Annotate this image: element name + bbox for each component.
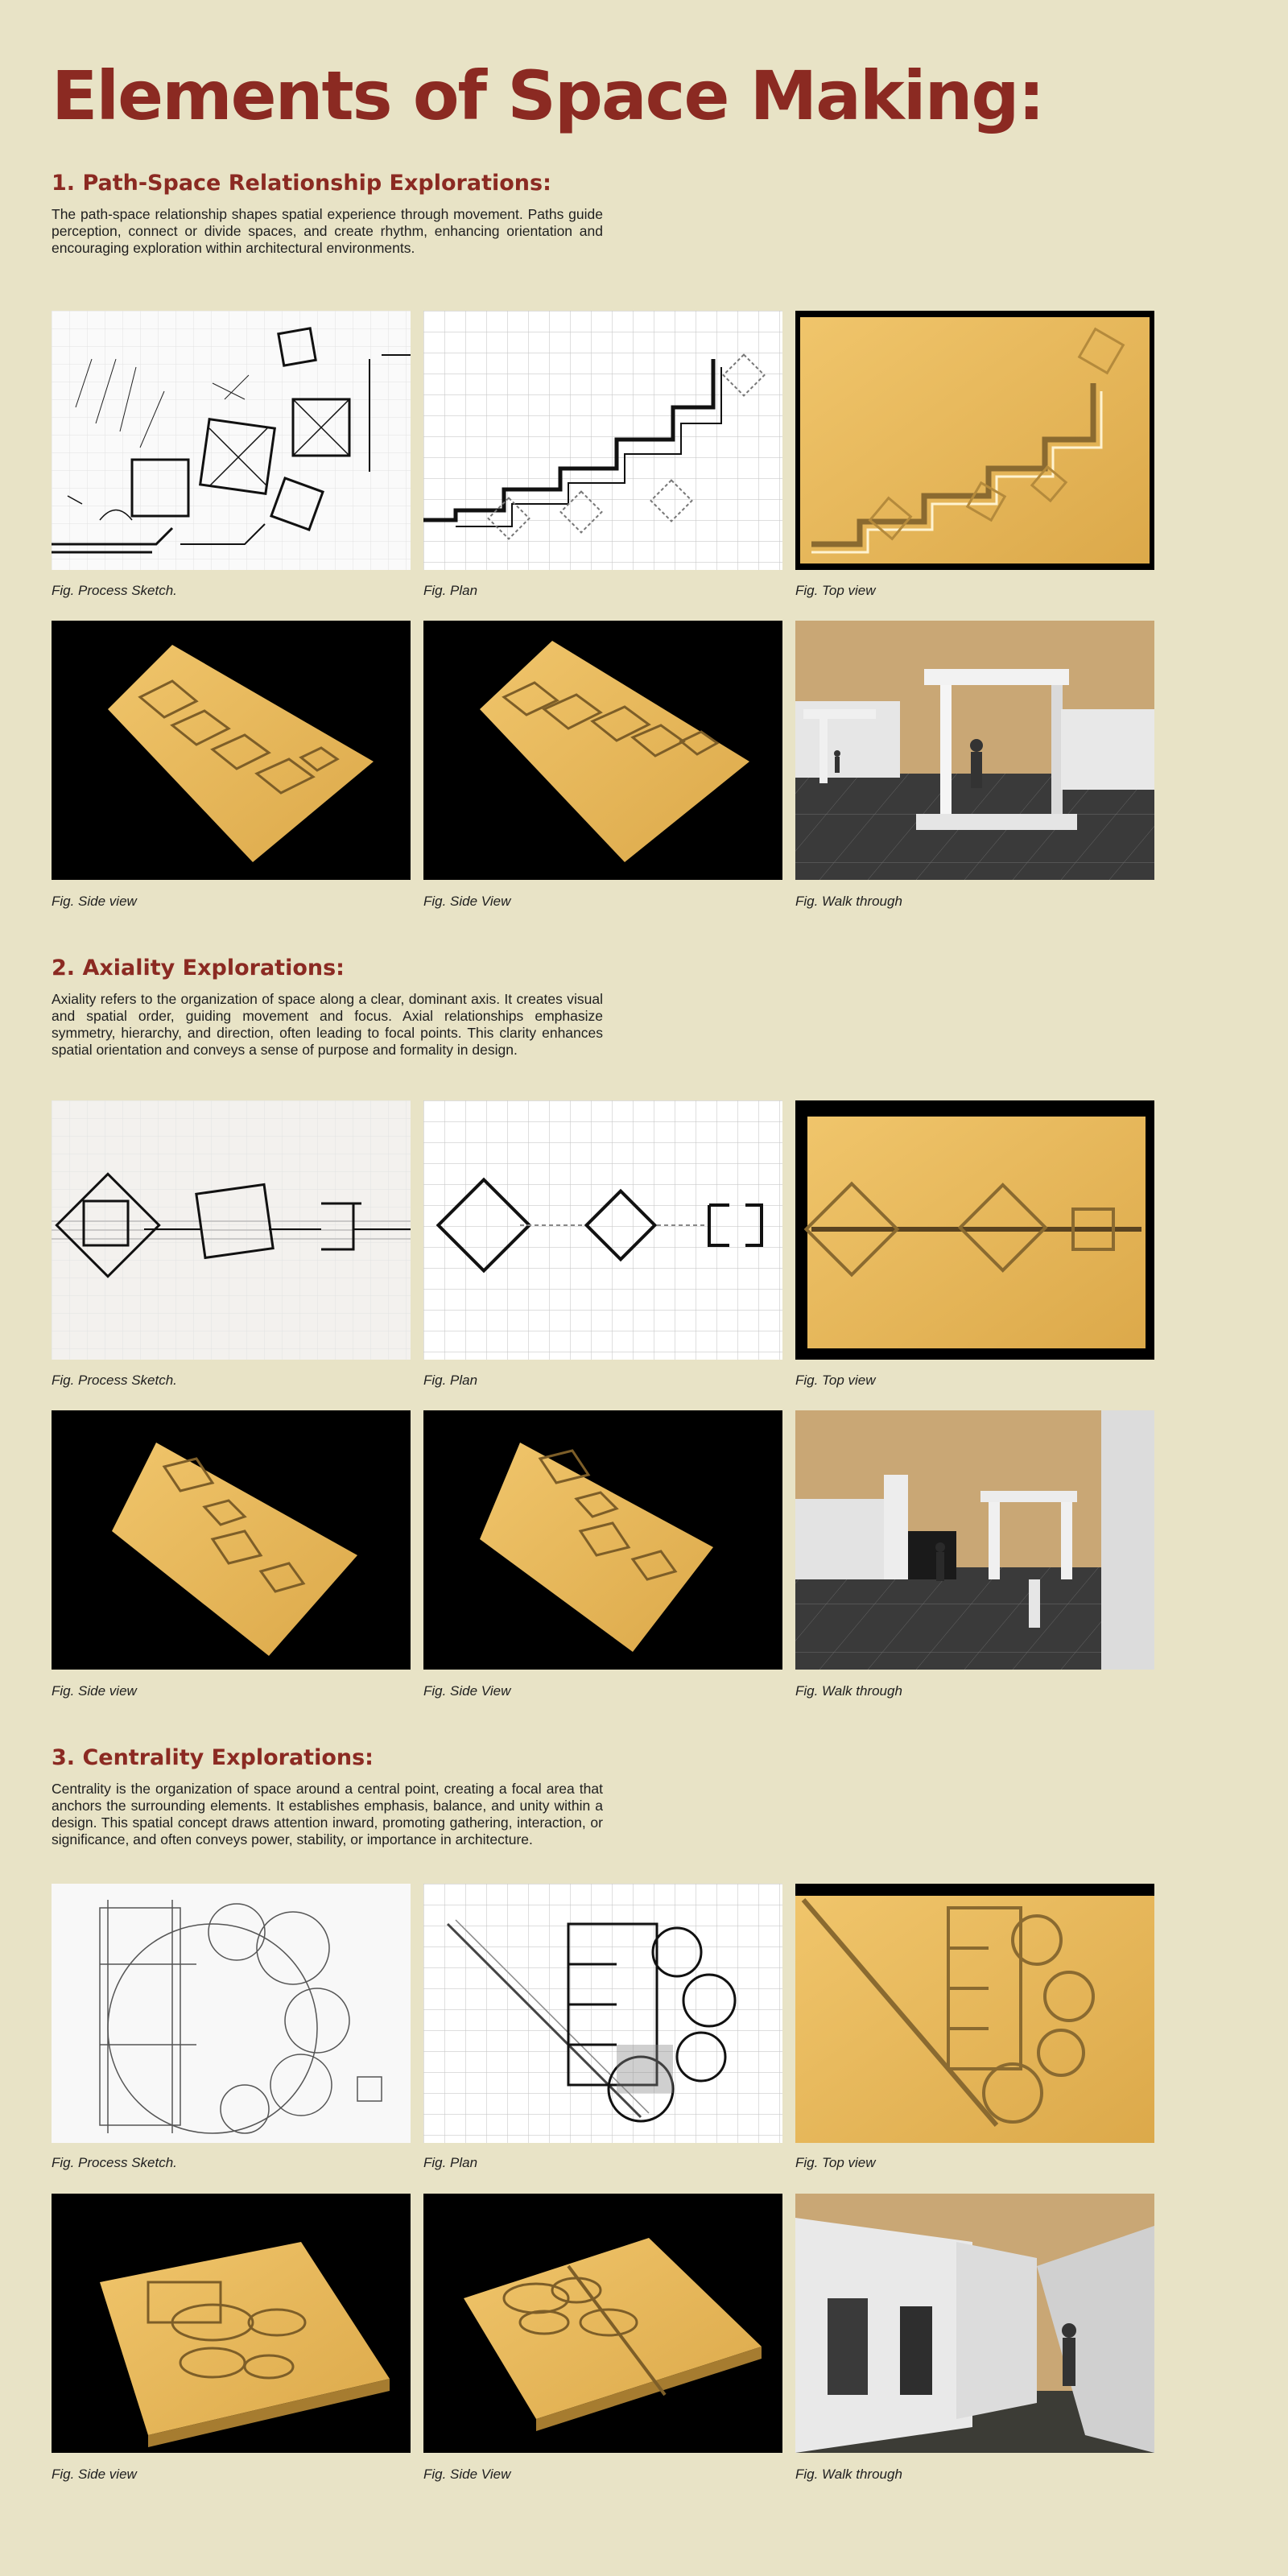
section-heading-path-space: 1. Path-Space Relationship Explorations: <box>52 171 551 196</box>
page-title: Elements of Space Making: <box>52 56 1044 135</box>
figure-caption: Fig. Top view <box>795 2155 876 2170</box>
figure-top-view <box>795 311 1154 570</box>
figure-caption: Fig. Process Sketch. <box>52 583 177 598</box>
figure-caption: Fig. Walk through <box>795 1683 902 1699</box>
figure-side-view <box>52 1410 411 1670</box>
figure-caption: Fig. Process Sketch. <box>52 1373 177 1388</box>
figure-caption: Fig. Walk through <box>795 894 902 909</box>
figure-caption: Fig. Side view <box>52 894 137 909</box>
figure-caption: Fig. Side View <box>423 2467 511 2482</box>
figure-walk-through <box>795 1410 1154 1670</box>
figure-side-view <box>423 1410 782 1670</box>
figure-caption: Fig. Side View <box>423 894 511 909</box>
figure-caption: Fig. Side view <box>52 2467 137 2482</box>
figure-side-view <box>423 2194 782 2453</box>
section-heading-centrality: 3. Centrality Explorations: <box>52 1745 374 1770</box>
figure-side-view <box>423 621 782 880</box>
section-heading-axiality: 2. Axiality Explorations: <box>52 956 345 980</box>
figure-caption: Fig. Walk through <box>795 2467 902 2482</box>
figure-plan <box>423 311 782 570</box>
figure-caption: Fig. Side view <box>52 1683 137 1699</box>
figure-process-sketch <box>52 1884 411 2143</box>
figure-caption: Fig. Plan <box>423 2155 478 2170</box>
figure-walk-through <box>795 621 1154 880</box>
figure-plan <box>423 1884 782 2143</box>
figure-side-view <box>52 2194 411 2453</box>
figure-caption: Fig. Top view <box>795 583 876 598</box>
figure-process-sketch <box>52 311 411 570</box>
figure-top-view <box>795 1884 1154 2143</box>
figure-process-sketch <box>52 1100 411 1360</box>
figure-caption: Fig. Side View <box>423 1683 511 1699</box>
figure-plan <box>423 1100 782 1360</box>
section-description-centrality: Centrality is the organization of space around a central point, creating a focal area that anchors the surrounding elements. It establishes emphasis, balance, and unity within a design. This spatial concept draws attention inward, promoting gathering, interaction, or significance, and often conveys power, stability, or importance in architecture. <box>52 1781 603 1847</box>
section-description-axiality: Axiality refers to the organization of space along a clear, dominant axis. It creates visual and spatial order, guiding movement and focus. Axial relationships emphasize symmetry, hierarchy, and direction, often leading to focal points. This clarity enhances spatial orientation and conveys a sense of purpose and formality in design. <box>52 991 603 1058</box>
figure-side-view <box>52 621 411 880</box>
figure-caption: Fig. Plan <box>423 1373 478 1388</box>
figure-walk-through <box>795 2194 1154 2453</box>
figure-caption: Fig. Plan <box>423 583 478 598</box>
section-description-path-space: The path-space relationship shapes spatial experience through movement. Paths guide perception, connect or divide spaces, and create rhythm, enhancing orientation and encouraging exploration within architectural environments. <box>52 206 603 256</box>
figure-caption: Fig. Process Sketch. <box>52 2155 177 2170</box>
figure-top-view <box>795 1100 1154 1360</box>
figure-caption: Fig. Top view <box>795 1373 876 1388</box>
